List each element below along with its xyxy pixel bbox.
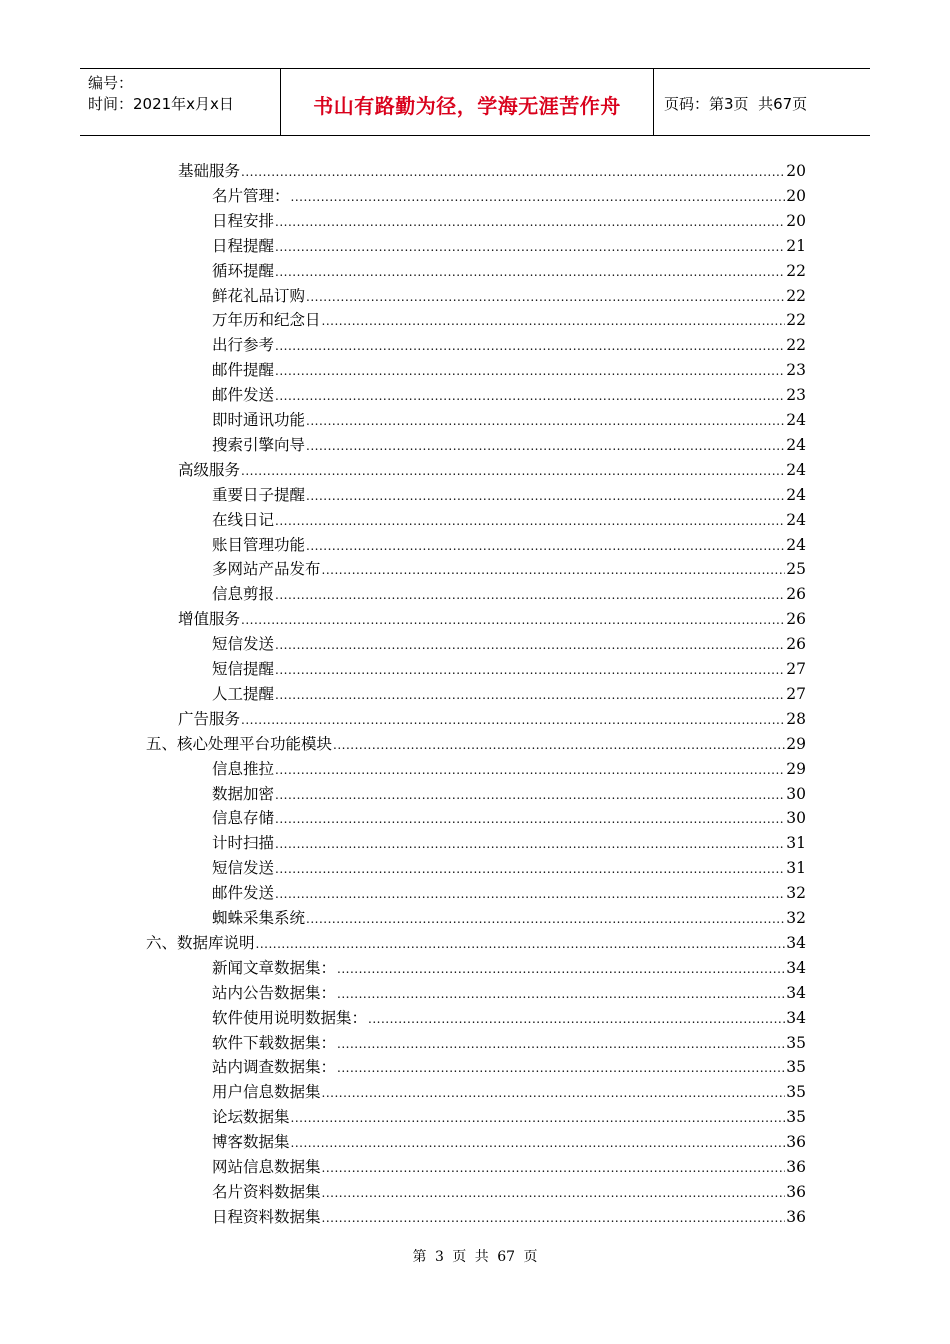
toc-entry-page: 22 — [786, 261, 806, 280]
toc-entry[interactable] — [212, 632, 806, 657]
toc-entry-label: 用户信息数据集 — [212, 1083, 321, 1102]
toc-entry-page: 20 — [786, 211, 806, 230]
toc-entry[interactable] — [212, 234, 806, 259]
toc-leader-dots — [241, 160, 785, 185]
page-info-text: 页码：第3页 共67页 — [664, 94, 808, 113]
toc-entry[interactable] — [212, 1006, 806, 1031]
toc-entry[interactable] — [212, 184, 806, 209]
toc-entry-label: 数据加密 — [212, 784, 275, 803]
toc-leader-dots — [322, 558, 786, 583]
toc-leader-dots — [275, 633, 785, 658]
toc-entry-page: 30 — [786, 809, 806, 828]
toc-leader-dots — [275, 210, 785, 235]
toc-entry-page: 34 — [786, 958, 806, 977]
toc-entry[interactable] — [212, 1055, 806, 1080]
toc-entry-label: 名片资料数据集 — [212, 1182, 321, 1201]
toc-entry-page: 32 — [786, 909, 806, 927]
toc-entry-label: 搜索引擎向导 — [212, 435, 306, 454]
toc-leader-dots — [306, 285, 785, 310]
toc-entry-page: 31 — [786, 859, 806, 878]
toc-entry-label: 万年历和纪念日 — [212, 311, 321, 330]
toc-entry-label: 日程资料数据集 — [212, 1207, 321, 1226]
toc-leader-dots — [275, 583, 785, 608]
toc-entry-page: 34 — [786, 983, 806, 1002]
toc-entry-label: 六、数据库说明 — [146, 933, 255, 952]
toc-entry-label: 账目管理功能 — [212, 535, 306, 554]
toc-entry-page: 36 — [786, 1133, 806, 1152]
toc-entry-page: 24 — [786, 460, 806, 479]
toc-entry-label: 高级服务 — [178, 460, 241, 479]
toc-entry[interactable] — [212, 284, 806, 309]
toc-entry-label: 循环提醒 — [212, 261, 275, 280]
toc-entry[interactable] — [212, 209, 806, 234]
toc-leader-dots — [368, 1007, 785, 1032]
toc-entry-page: 35 — [786, 1108, 806, 1127]
toc-leader-dots — [275, 882, 785, 907]
toc-entry-label: 站内公告数据集： — [212, 983, 337, 1002]
toc-entry[interactable] — [212, 1205, 806, 1230]
toc-entry-label: 计时扫描 — [212, 834, 275, 853]
toc-entry-page: 24 — [786, 435, 806, 454]
toc-entry-label: 邮件发送 — [212, 386, 275, 405]
toc-entry[interactable] — [212, 483, 806, 508]
toc-entry[interactable] — [212, 1180, 806, 1205]
toc-entry[interactable] — [178, 458, 806, 483]
toc-leader-dots — [275, 260, 785, 285]
toc-entry-page: 27 — [786, 660, 806, 678]
toc-leader-dots — [291, 1131, 786, 1156]
toc-entry-page: 24 — [786, 411, 806, 429]
toc-entry-label: 日程安排 — [212, 211, 275, 230]
toc-entry-page: 35 — [786, 1033, 806, 1052]
toc-entry-page: 27 — [786, 684, 806, 703]
toc-leader-dots — [275, 857, 785, 882]
toc-entry[interactable] — [212, 308, 806, 333]
toc-entry[interactable] — [212, 981, 806, 1006]
toc-entry[interactable] — [212, 831, 806, 856]
document-time-label: 时间：2021年x月x日 — [88, 95, 234, 113]
toc-entry-label: 基础服务 — [178, 162, 241, 180]
toc-entry[interactable] — [212, 1105, 806, 1130]
toc-leader-dots — [275, 683, 785, 708]
toc-entry[interactable] — [212, 906, 806, 931]
toc-entry-label: 广告服务 — [178, 709, 241, 728]
toc-entry-label: 人工提醒 — [212, 684, 275, 703]
toc-entry-label: 名片管理： — [212, 186, 290, 205]
toc-entry-label: 重要日子提醒 — [212, 485, 306, 504]
page-footer — [0, 1246, 950, 1266]
toc-entry-page: 22 — [786, 286, 806, 305]
motto-text: 书山有路勤为径，学海无涯苦作舟 — [313, 93, 621, 118]
toc-entry-label: 站内调查数据集： — [212, 1058, 337, 1077]
toc-entry[interactable] — [212, 856, 806, 881]
toc-entry-label: 新闻文章数据集： — [212, 958, 337, 977]
toc-entry-page: 29 — [786, 759, 806, 778]
toc-entry[interactable] — [212, 956, 806, 981]
toc-entry-page: 21 — [786, 236, 806, 255]
toc-entry[interactable] — [212, 533, 806, 558]
toc-entry-label: 邮件发送 — [212, 884, 275, 903]
toc-entry-page: 22 — [786, 336, 806, 355]
toc-entry-label: 论坛数据集 — [212, 1108, 290, 1127]
toc-entry-page: 28 — [786, 709, 806, 728]
toc-entry-page: 36 — [786, 1158, 806, 1176]
toc-entry-label: 邮件提醒 — [212, 361, 275, 380]
toc-entry-label: 日程提醒 — [212, 236, 275, 255]
toc-entry-page: 26 — [786, 635, 806, 654]
toc-leader-dots — [275, 832, 785, 857]
toc-entry-page: 34 — [786, 933, 806, 952]
toc-entry-label: 短信提醒 — [212, 660, 275, 678]
toc-leader-dots — [337, 957, 785, 982]
toc-entry[interactable] — [212, 433, 806, 458]
toc-leader-dots — [291, 185, 786, 210]
toc-leader-dots — [241, 459, 785, 484]
toc-entry[interactable] — [178, 607, 806, 632]
document-number-label: 编号： — [88, 74, 134, 92]
toc-leader-dots — [306, 409, 785, 434]
toc-entry-page: 26 — [786, 610, 806, 629]
toc-entry-label: 即时通讯功能 — [212, 411, 306, 429]
toc-entry-label: 博客数据集 — [212, 1133, 290, 1152]
toc-entry-label: 短信发送 — [212, 859, 275, 878]
toc-entry-label: 软件使用说明数据集： — [212, 1008, 368, 1027]
toc-entry[interactable] — [212, 358, 806, 383]
toc-entry-label: 出行参考 — [212, 336, 275, 355]
toc-entry-label: 软件下载数据集： — [212, 1033, 337, 1052]
toc-entry-page: 24 — [786, 485, 806, 504]
toc-entry-label: 网站信息数据集 — [212, 1158, 321, 1176]
toc-leader-dots — [322, 1206, 786, 1231]
toc-leader-dots — [322, 1081, 786, 1106]
toc-entry-page: 25 — [786, 560, 806, 579]
toc-entry-label: 鲜花礼品订购 — [212, 286, 306, 305]
toc-entry-page: 36 — [786, 1207, 806, 1226]
toc-entry-page: 31 — [786, 834, 806, 853]
toc-entry-page: 24 — [786, 510, 806, 529]
toc-leader-dots — [291, 1106, 786, 1131]
toc-leader-dots — [322, 1156, 786, 1181]
toc-entry-page: 22 — [786, 311, 806, 330]
toc-entry-page: 23 — [786, 386, 806, 405]
toc-entry-page: 35 — [786, 1083, 806, 1102]
toc-entry[interactable] — [178, 159, 806, 184]
header-motto — [281, 69, 654, 135]
toc-entry[interactable] — [146, 732, 806, 757]
toc-leader-dots — [337, 1032, 785, 1057]
toc-entry[interactable] — [212, 682, 806, 707]
toc-leader-dots — [275, 359, 785, 384]
toc-entry-page: 34 — [786, 1008, 806, 1027]
page-header — [80, 68, 870, 136]
toc-entry-page: 36 — [786, 1182, 806, 1201]
toc-leader-dots — [275, 758, 785, 783]
toc-entry-label: 信息存储 — [212, 809, 275, 828]
toc-entry-page: 29 — [786, 734, 806, 753]
toc-leader-dots — [333, 733, 785, 758]
toc-entry-page: 24 — [786, 535, 806, 554]
toc-entry[interactable] — [212, 806, 806, 831]
toc-entry[interactable] — [212, 657, 806, 682]
toc-entry[interactable] — [212, 782, 806, 807]
toc-entry-label: 蜘蛛采集系统 — [212, 909, 306, 927]
toc-entry-page: 20 — [786, 186, 806, 205]
toc-leader-dots — [275, 783, 785, 808]
toc-entry[interactable] — [212, 408, 806, 433]
toc-leader-dots — [275, 334, 785, 359]
toc-entry-label: 五、核心处理平台功能模块 — [146, 734, 333, 753]
toc-entry-page: 32 — [786, 884, 806, 903]
toc-leader-dots — [306, 484, 785, 509]
toc-entry-page: 30 — [786, 784, 806, 803]
toc-leader-dots — [322, 309, 786, 334]
toc-entry-label: 信息剪报 — [212, 585, 275, 604]
toc-leader-dots — [275, 235, 785, 260]
toc-leader-dots — [256, 932, 786, 957]
toc-leader-dots — [337, 1056, 785, 1081]
toc-leader-dots — [306, 534, 785, 559]
toc-entry-label: 多网站产品发布 — [212, 560, 321, 579]
toc-entry[interactable] — [212, 508, 806, 533]
toc-entry[interactable] — [146, 931, 806, 956]
toc-leader-dots — [275, 384, 785, 409]
toc-entry[interactable] — [212, 582, 806, 607]
toc-entry[interactable] — [212, 1155, 806, 1180]
toc-leader-dots — [275, 658, 785, 683]
toc-entry-label: 短信发送 — [212, 635, 275, 654]
toc-entry-page: 26 — [786, 585, 806, 604]
toc-leader-dots — [275, 509, 785, 534]
toc-leader-dots — [306, 907, 785, 932]
toc-entry-page: 23 — [786, 361, 806, 380]
toc-entry[interactable] — [212, 1130, 806, 1155]
toc-leader-dots — [241, 608, 785, 633]
toc-entry[interactable] — [212, 383, 806, 408]
toc-entry[interactable] — [212, 1031, 806, 1056]
header-page-info — [654, 69, 870, 135]
toc-entry-label: 在线日记 — [212, 510, 275, 529]
toc-entry-page: 35 — [786, 1058, 806, 1077]
toc-entry-label: 信息推拉 — [212, 759, 275, 778]
footer-page-number: 第 3 页 共 67 页 — [412, 1249, 538, 1265]
toc-leader-dots — [306, 434, 785, 459]
toc-entry[interactable] — [178, 707, 806, 732]
toc-leader-dots — [322, 1181, 786, 1206]
toc-entry[interactable] — [212, 1080, 806, 1105]
toc-entry-label: 增值服务 — [178, 610, 241, 629]
toc-leader-dots — [337, 982, 785, 1007]
header-meta — [80, 69, 281, 135]
toc-entry[interactable] — [212, 333, 806, 358]
toc-entry-page: 20 — [786, 162, 806, 180]
toc-entry[interactable] — [212, 557, 806, 582]
toc-entry[interactable] — [212, 881, 806, 906]
toc-leader-dots — [275, 807, 785, 832]
toc-entry[interactable] — [212, 259, 806, 284]
toc-entry[interactable] — [212, 757, 806, 782]
toc-leader-dots — [241, 708, 785, 733]
